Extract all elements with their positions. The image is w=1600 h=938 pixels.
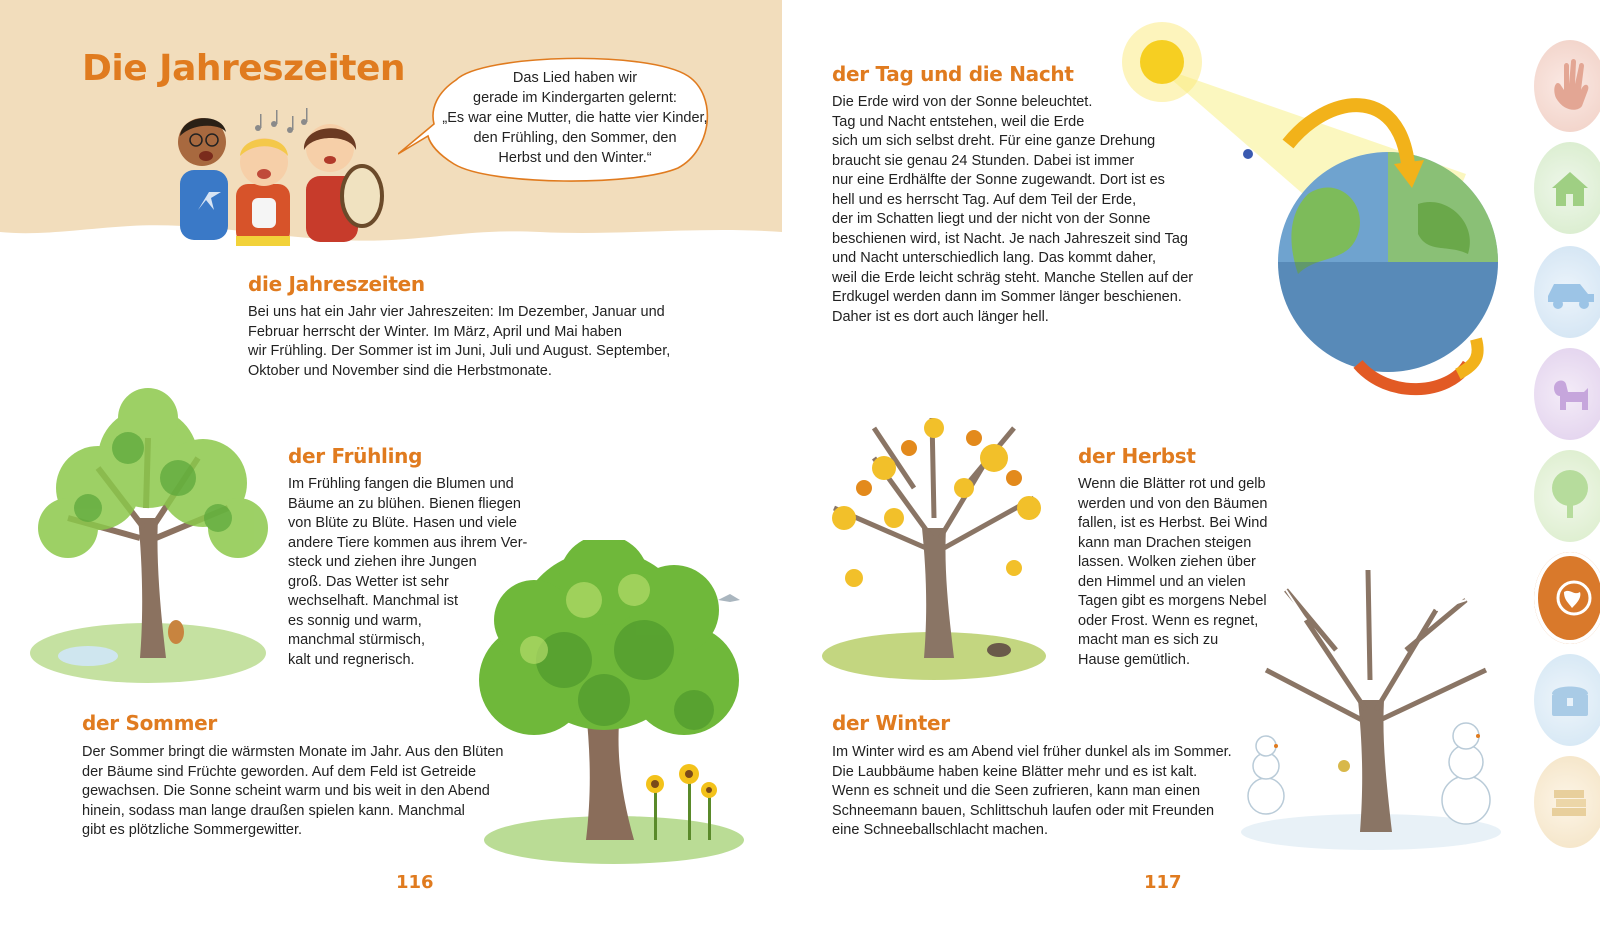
heading-fruehling: der Frühling [288,444,423,468]
speech-bubble-text: Das Lied haben wir gerade im Kindergarten gelernt: „Es war eine Mutter, die hatte vier Kinder, den Frühling, den Sommer, den Herbst und den Winter.“ [442,70,708,166]
globe-icon [1534,552,1600,644]
page-number-right: 117 [1144,872,1182,893]
tree-icon [1534,450,1600,542]
winter-tree-illustration [1236,560,1506,860]
dog-icon [1534,348,1600,440]
heading-winter: der Winter [832,711,950,735]
text-herbst: Wenn die Blätter rot und gelb werden und von den Bäumen fallen, ist es Herbst. Bei Wind kann man Drachen steigen lassen. Wolken ziehen über den Himmel und an vielen Tagen gibt es morgens Nebel oder Frost. Wenn es regnet, macht man es sich zu Hause gemütlich. [1078,476,1268,668]
books-icon [1534,756,1600,848]
heading-herbst: der Herbst [1078,444,1196,468]
sun-icon [1122,22,1202,102]
snowman-left-icon [1248,736,1284,814]
snowman-right-icon [1442,723,1490,824]
right-page [800,0,1600,938]
page-title: Die Jahreszeiten [82,48,406,89]
chapter-tab-house[interactable] [1534,142,1600,234]
chapter-tab-globe-active[interactable] [1534,552,1600,644]
chapter-tab-hand[interactable] [1534,40,1600,132]
treasure-chest-icon [1534,654,1600,746]
sun-earth-illustration [1118,4,1518,414]
children-singing-illustration [170,100,390,250]
chapter-tab-tree[interactable] [1534,450,1600,542]
heading-tag-nacht: der Tag und die Nacht [832,62,1074,86]
boy-glasses-figure [178,118,228,240]
blond-boy-figure [236,138,290,246]
spring-tree-illustration [28,388,278,693]
chapter-tab-books[interactable] [1534,756,1600,848]
heading-jahreszeiten: die Jahreszeiten [248,272,425,296]
heading-sommer: der Sommer [82,711,217,735]
chapter-tab-treasure[interactable] [1534,654,1600,746]
music-notes-icon [255,108,308,133]
autumn-tree-illustration [814,388,1064,688]
rabbit-icon [168,620,184,644]
chapter-tab-dog[interactable] [1534,348,1600,440]
girl-tambourine-figure [304,124,382,242]
hand-icon [1534,40,1600,132]
chapter-tab-car[interactable] [1534,246,1600,338]
bird-icon [718,594,740,602]
house-icon [1534,142,1600,234]
car-icon [1534,246,1600,338]
page-number-left: 116 [396,872,434,893]
text-winter: Im Winter wird es am Abend viel früher dunkel als im Sommer. Die Laubbäume haben keine Blätter mehr und es ist kalt. Wenn es schneit und die Seen zufrieren, kann man einen Schneemann bauen, Schlittschuh laufen oder mit Freunden eine Schneeballschlacht machen. [832,744,1232,838]
bird-feeder-icon [1338,760,1350,772]
text-jahreszeiten: Bei uns hat ein Jahr vier Jahreszeiten: Im Dezember, Januar und Februar herrscht der Winter. Im März, April und Mai haben wir Frühling. Der Sommer ist im Juni, Juli und August. September, Oktober und November sind die Herbstmonate. [248,304,671,379]
summer-tree-illustration [474,540,764,870]
text-sommer: Der Sommer bringt die wärmsten Monate im Jahr. Aus den Blüten der Bäume sind Früchte geworden. Auf dem Feld ist Getreide gewachsen. Die Sonne scheint warm und bis weit in den Abend hinein, sodass man lange draußen spielen kann. Manchmal gibt es plötzliche Sommergewitter. [82,744,504,838]
hedgehog-icon [987,643,1011,657]
text-tag-nacht: Die Erde wird von der Sonne beleuchtet. Tag und Nacht entstehen, weil die Erde sich um sich selbst dreht. Für eine ganze Drehung braucht sie genau 24 Stunden. Dabei ist immer nur eine Erdhälfte der Sonne zugewandt. Dort ist es hell und es herrscht Tag. Auf dem Teil der Erde, der im Schatten liegt und der nicht von der Sonne beschienen wird, ist Nacht. Je nach Jahreszeit sind Tag und Nacht unterschiedlich lang. Das kommt daher, weil die Erde leicht schräg steht. Manche Stellen auf der Erdkugel werden dann im Sommer länger beschienen. Daher ist es dort auch länger hell. [832,94,1194,325]
text-fruehling: Im Frühling fangen die Blumen und Bäume an zu blühen. Bienen fliegen von Blüte zu Blüte. Hasen und viele andere Tiere kommen aus ihrem Ver- steck und ziehen ihre Jungen groß. Das Wetter ist sehr wechselhaft. Manchmal ist es sonnig und warm, manchmal stürmisch, kalt und regnerisch. [288,476,528,668]
